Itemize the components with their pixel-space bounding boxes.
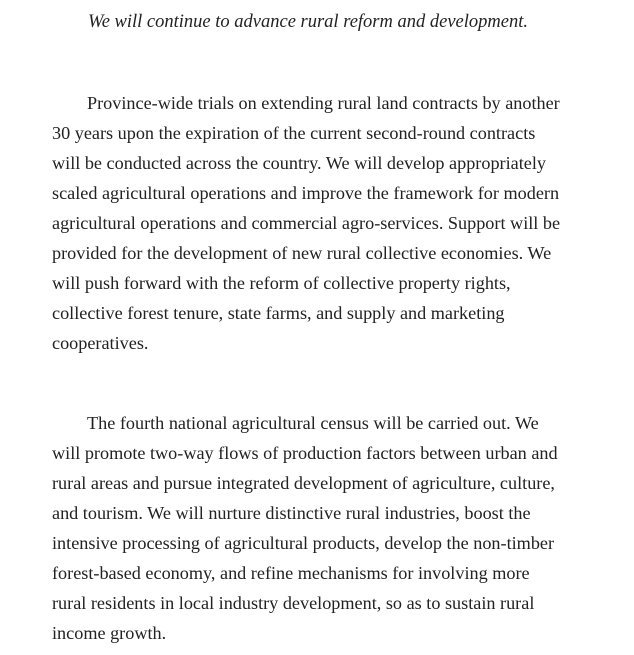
paragraph-line: collective forest tenure, state farms, and supply and marketing [52,303,505,323]
paragraph-line: and tourism. We will nurture distinctive rural industries, boost the [52,503,531,523]
paragraph-line: will push forward with the reform of collective property rights, [52,273,511,293]
paragraph-line: rural residents in local industry development, so as to sustain rural [52,593,535,613]
paragraph-line: agricultural operations and commercial agro-services. Support will be [52,213,561,233]
paragraph-line: provided for the development of new rural collective economies. We [52,243,552,263]
paragraph-line: scaled agricultural operations and improve the framework for modern [52,183,560,203]
paragraph-line: will promote two-way flows of production factors between urban and [52,443,558,463]
paragraph-line: will be conducted across the country. We will develop appropriately [52,153,546,173]
paragraph-line: income growth. [52,623,167,643]
paragraph-line: Province-wide trials on extending rural land contracts by another [87,93,560,113]
paragraph-rural-land-reform [52,88,560,358]
section-heading: We will continue to advance rural reform and development. [88,12,528,32]
paragraph-line: intensive processing of agricultural products, develop the non-timber [52,533,555,553]
paragraph-agricultural-census [52,408,558,648]
paragraph-line: forest-based economy, and refine mechanisms for involving more [52,563,530,583]
paragraph-line: rural areas and pursue integrated development of agriculture, culture, [52,473,555,493]
paragraph-line: cooperatives. [52,333,149,353]
paragraph-line: The fourth national agricultural census will be carried out. We [87,413,539,433]
paragraph-line: 30 years upon the expiration of the current second-round contracts [52,123,536,143]
